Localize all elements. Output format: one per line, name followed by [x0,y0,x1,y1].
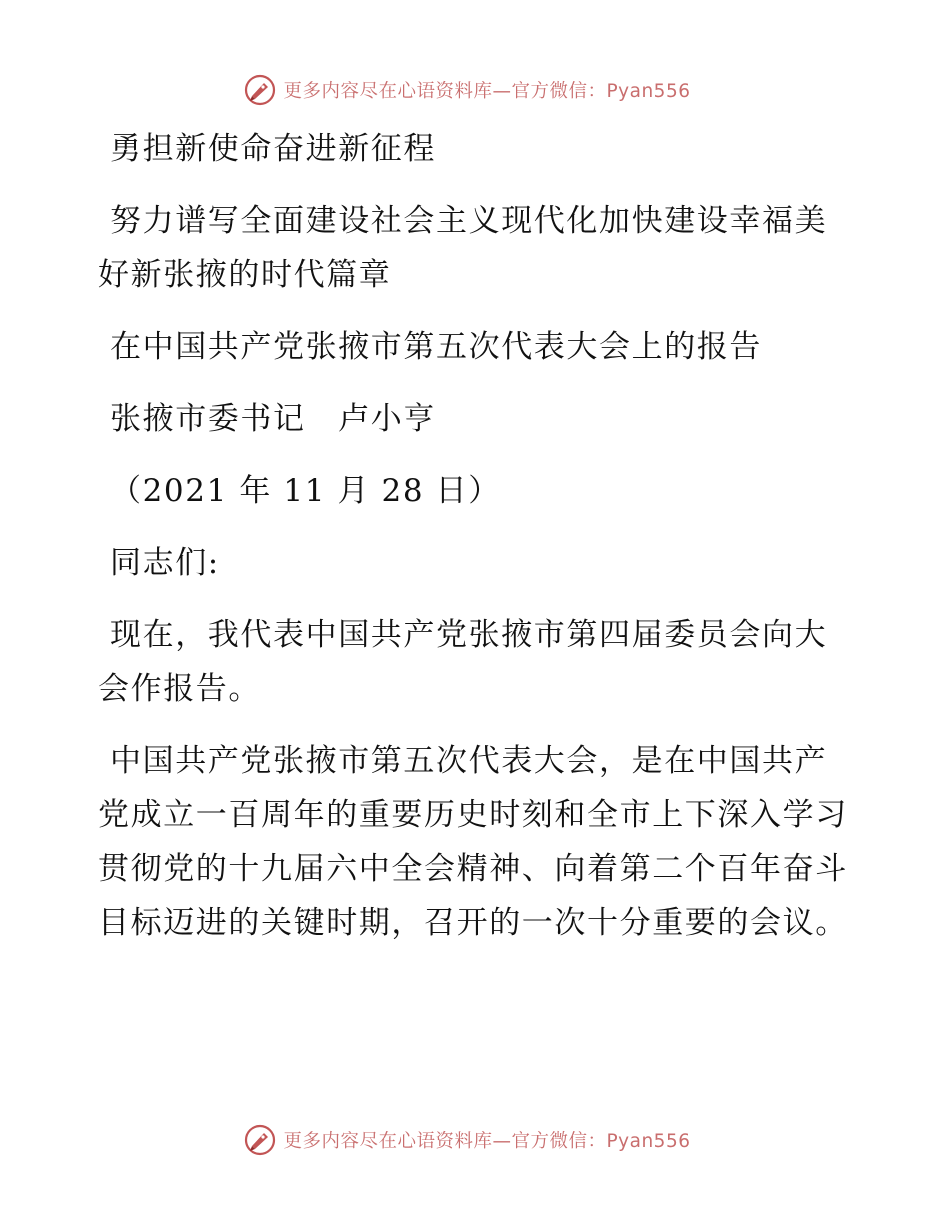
pen-nib-logo-icon [244,74,276,106]
document-title: 勇担新使命奋进新征程 [110,131,436,167]
paragraph-2: 中国共产党张掖市第五次代表大会，是在中国共产党成立一百周年的重要历史时刻和全市上下深入学习贯彻党的十九届六中全会精神、向着第二个百年奋斗目标迈进的关键时期，召开的一次十分重要的会议。 [98,743,848,941]
paragraph-1: 现在，我代表中国共产党张掖市第四届委员会向大会作报告。 [98,617,828,707]
report-title: 在中国共产党张掖市第五次代表大会上的报告 [110,329,762,365]
salutation: 同志们: [110,545,220,581]
document-subtitle: 努力谱写全面建设社会主义现代化加快建设幸福美好新张掖的时代篇章 [98,203,828,293]
date-line: （2021 年 11 月 28 日） [110,473,501,509]
header-watermark [0,72,950,108]
watermark-text: 更多内容尽在心语资料库—官方微信：Pyan556 [283,81,691,102]
document-body [98,122,854,968]
author-line: 张掖市委书记 卢小亨 [110,401,436,437]
footer-watermark [0,1122,950,1158]
watermark-text: 更多内容尽在心语资料库—官方微信：Pyan556 [283,1131,691,1152]
pen-nib-logo-icon [244,1124,276,1156]
